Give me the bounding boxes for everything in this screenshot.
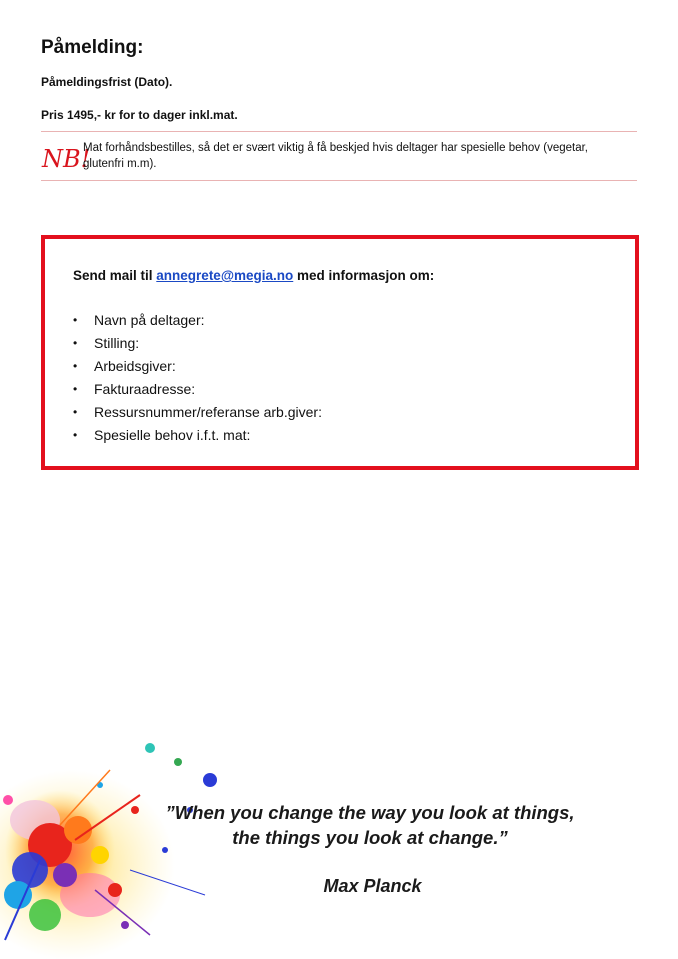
bullet: • [73,382,78,396]
bullet: • [73,359,78,373]
mail-prefix: Send mail til [73,268,153,283]
bullet: • [73,405,78,419]
divider-top [41,131,637,132]
bullet: • [73,428,78,442]
contact-info-box [41,235,639,470]
quote-author: Max Planck [323,876,422,896]
list-item: • Spesielle behov i.f.t. mat: [73,424,322,447]
nb-notice-text: Mat forhåndsbestilles, så det er svært viktig å få beskjed hvis deltager har spesielle behov (vegetar, glutenfri m.m). [83,142,588,170]
list-item: • Stilling: [73,332,322,355]
list-item: • Arbeidsgiver: [73,355,322,378]
page-title: Påmelding: [41,37,144,58]
bullet: • [73,336,78,350]
required-info-list [73,309,322,447]
svg-text:NB!: NB! [42,145,91,173]
email-link[interactable]: annegrete@megia.no [156,268,294,283]
list-item: • Fakturaadresse: [73,378,322,401]
quote-line-2: the things you look at change.” [232,827,508,848]
nb-badge-icon [41,140,91,174]
list-item: • Ressursnummer/referanse arb.giver: [73,401,322,424]
quote-line-1: ”When you change the way you look at things, [165,802,575,823]
registration-deadline: Påmeldingsfrist (Dato). [41,75,173,89]
list-item: • Navn på deltager: [73,309,322,332]
mail-instruction [73,268,434,283]
divider-bottom [41,180,637,181]
bullet: • [73,313,78,327]
quote-text [160,800,580,850]
price-info: Pris 1495,- kr for to dager inkl.mat. [41,108,238,122]
mail-suffix: med informasjon om: [297,268,435,283]
